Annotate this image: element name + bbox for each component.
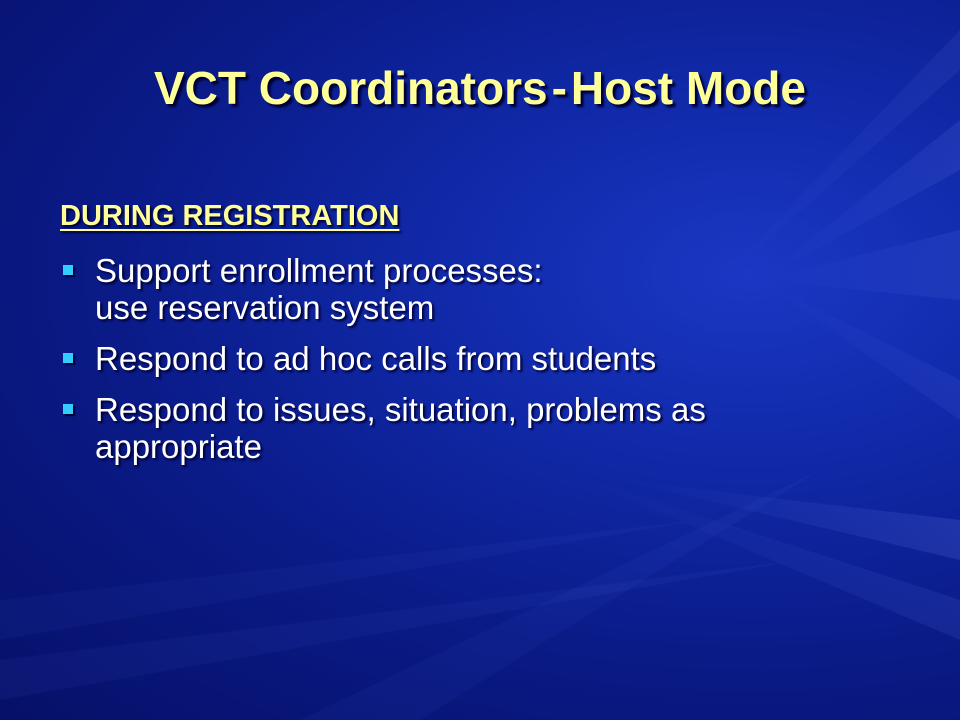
- bullet-text-line: Respond to issues, situation, problems as: [95, 391, 706, 428]
- bullet-item: [60, 340, 920, 377]
- bullet-item: [60, 391, 920, 465]
- bullet-text: [95, 252, 920, 326]
- bullet-item: [60, 252, 920, 326]
- bullet-text-line: Support enrollment processes:: [95, 252, 543, 289]
- bullet-text-line: Respond to ad hoc calls from students: [95, 340, 657, 377]
- slide-title-mode: Host Mode: [570, 62, 806, 114]
- section-heading: DURING REGISTRATION: [60, 200, 400, 232]
- square-bullet-icon: [63, 353, 73, 363]
- bullet-text-line: appropriate: [95, 428, 262, 465]
- slide-title-main: VCT Coordinators: [154, 62, 548, 114]
- square-bullet-icon: [63, 404, 73, 414]
- square-bullet-icon: [63, 265, 73, 275]
- bullet-text-line: use reservation system: [95, 289, 435, 326]
- bullet-list: [60, 252, 920, 479]
- bullet-text: [95, 340, 920, 377]
- slide-title: [0, 58, 960, 118]
- slide-title-separator: -: [551, 62, 567, 114]
- bullet-text: [95, 391, 920, 465]
